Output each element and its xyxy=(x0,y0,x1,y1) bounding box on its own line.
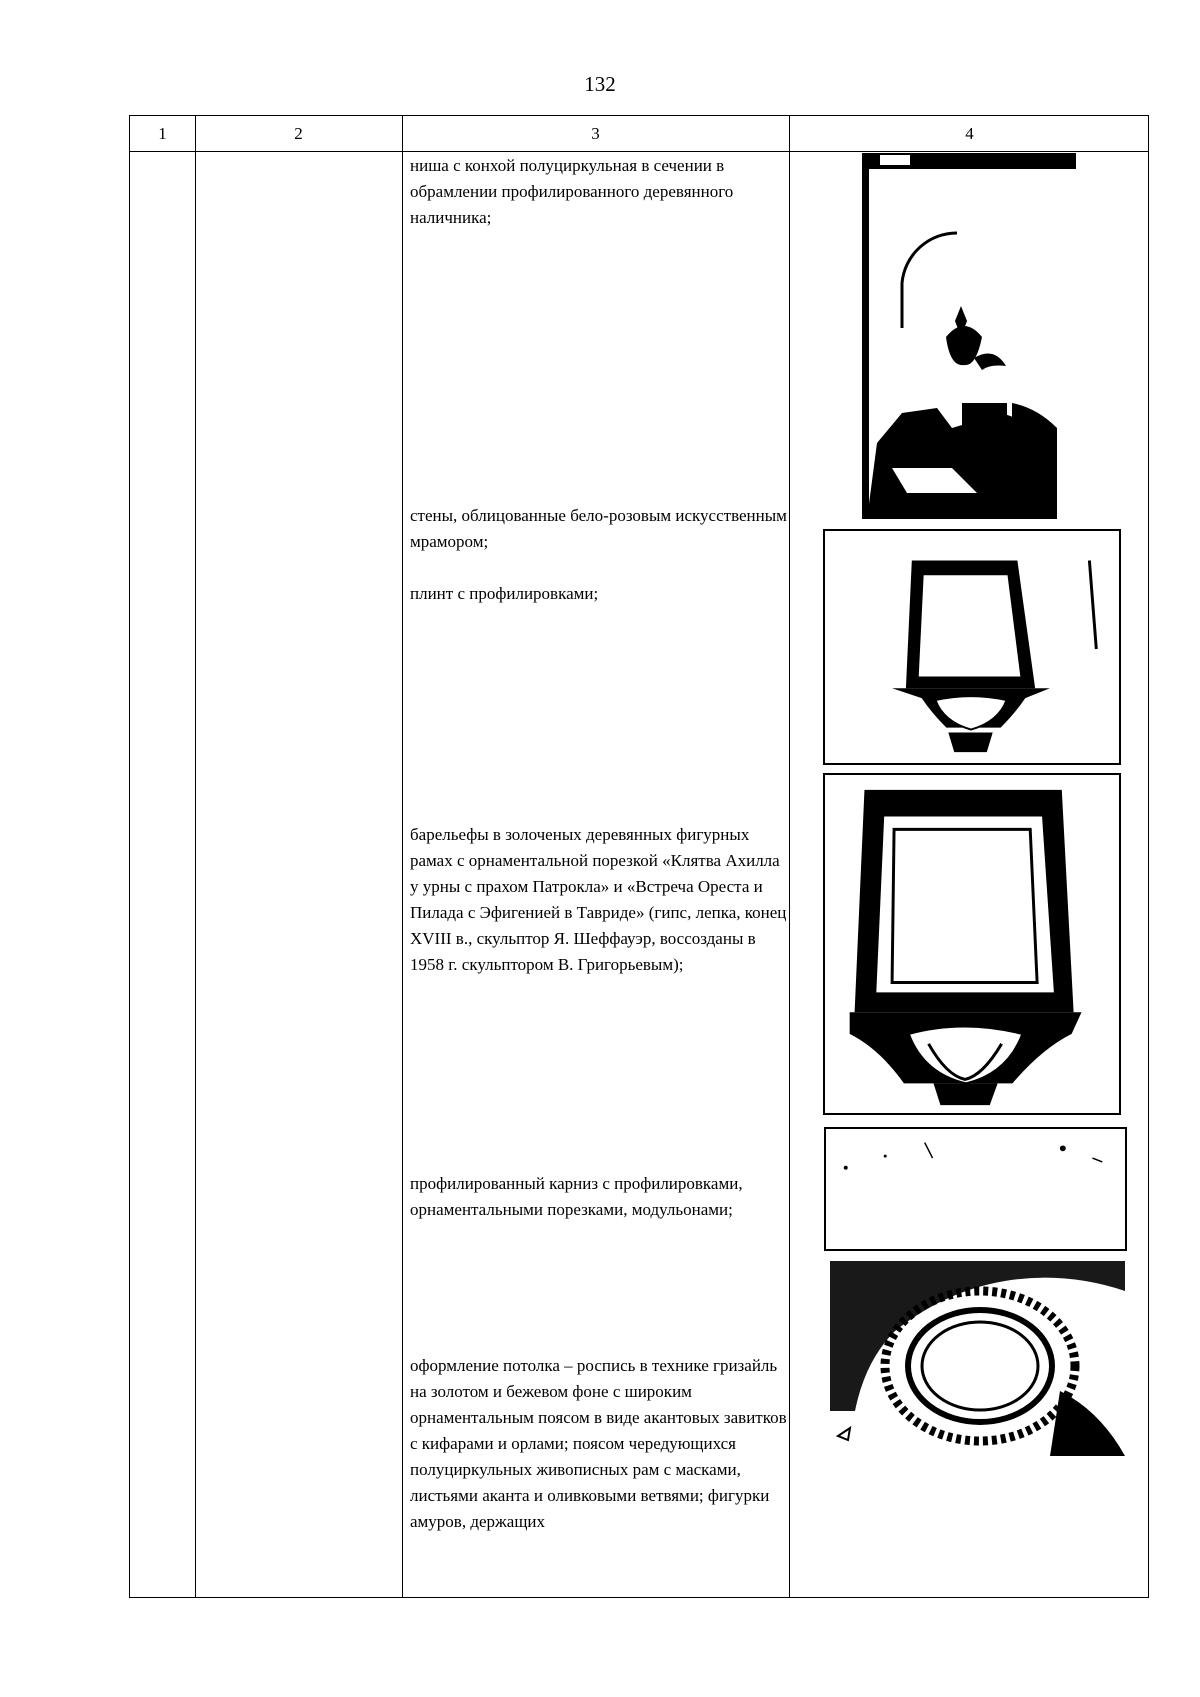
column-divider xyxy=(195,116,196,1597)
column-divider xyxy=(402,116,403,1597)
photo-large-bracketed-frame xyxy=(823,773,1121,1115)
description-cornice: профилированный карниз с профилировками, орнаментальными порезками, модульонами; xyxy=(410,1174,743,1219)
description-bas-reliefs: барельефы в золоченых деревянных фигурных рамах с орнаментальной порезкой «Клятва Ахилла у урны с прахом Патрокла» и «Встреча Ореста и Пилада с Эфигенией в Тавриде» (гипс, лепка, конец XVIII в., скульптор Я. Шеффауэр, воссозданы в 1958 г. скульптором В. Григорьевым); xyxy=(410,825,787,974)
photo-niche-with-urn xyxy=(862,153,1076,519)
photo-ceiling-rosette xyxy=(830,1261,1125,1456)
column-header-2: 2 xyxy=(294,124,303,143)
photo-cornice xyxy=(824,1127,1127,1251)
description-plinth: плинт с профилировками; xyxy=(410,584,599,603)
description-niche: ниша с конхой полуциркульная в сечении в обрамлении профилированного деревянного наличника; xyxy=(410,156,734,227)
column-header-4: 4 xyxy=(965,124,974,143)
description-ceiling: оформление потолка – роспись в технике гризайль на золотом и бежевом фоне с широким орнаментальным поясом в виде акантовых завитков с кифарами и орлами; поясом чередующихся полуциркульных живописных рам с масками, листьями аканта и оливковыми ветвями; фигурки амуров, держащих xyxy=(410,1356,787,1531)
page-number: 132 xyxy=(584,72,616,96)
description-walls: стены, облицованные бело-розовым искусственным мрамором; xyxy=(410,506,787,551)
header-divider xyxy=(130,151,1148,152)
column-header-3: 3 xyxy=(591,124,600,143)
table xyxy=(129,115,1149,1598)
column-header-1: 1 xyxy=(158,124,167,143)
photo-small-bracketed-frame xyxy=(823,529,1121,765)
